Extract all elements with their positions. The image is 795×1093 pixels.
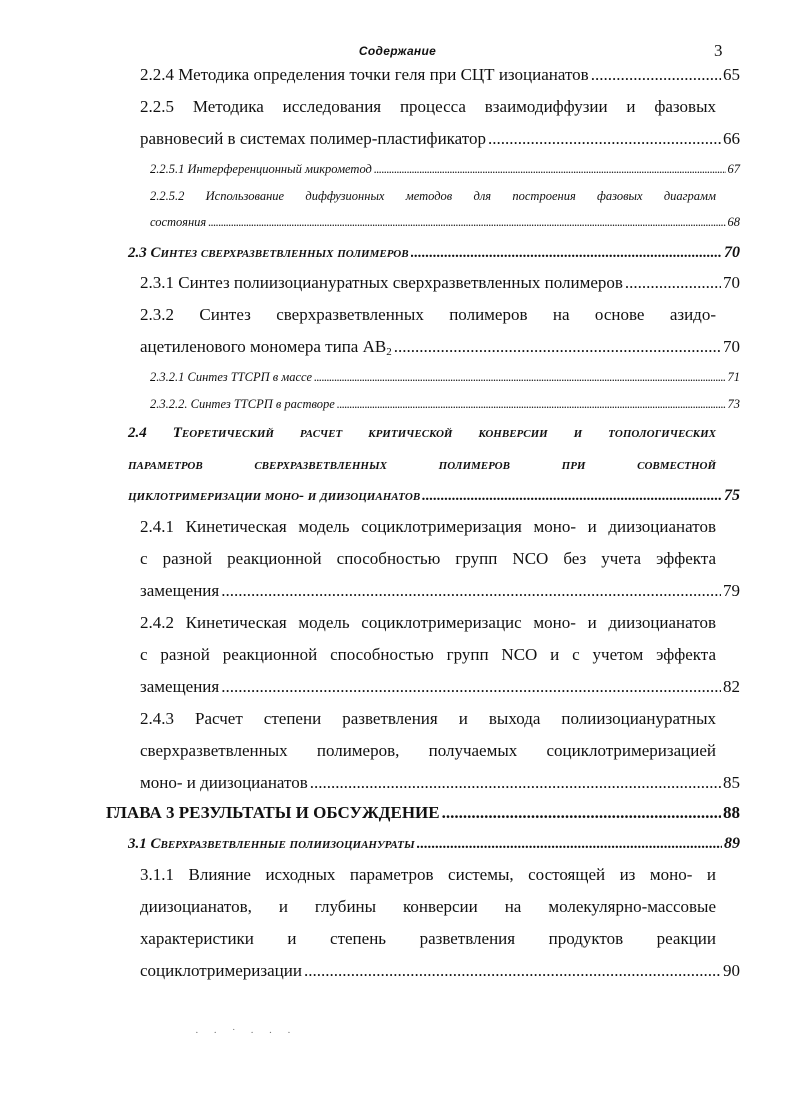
toc-entry-2-3-2-2[interactable]: [150, 394, 740, 414]
toc-entry-3-1-1-line3[interactable]: характеристики и степень разветвления продуктов реакции: [140, 929, 716, 948]
toc-entry-2-4-2-line2[interactable]: с разной реакционной способностью групп NCO и с учетом эффекта: [140, 645, 716, 664]
toc-entry-3-1-1[interactable]: [140, 958, 740, 984]
toc-entry-page: 89: [724, 835, 740, 852]
toc-entry-title: [140, 334, 392, 360]
toc-entry-title: социклотримеризации: [140, 961, 302, 980]
toc-entry-page: 79: [723, 581, 740, 600]
toc-entry-title: замещения: [140, 677, 220, 696]
toc-entry-title: моно- и диизоцианатов: [140, 773, 308, 792]
toc-entry-title: 2.3.2.1 Синтез ТТСРП в массе: [150, 370, 312, 384]
toc-entry-page: 82: [723, 677, 740, 696]
toc-entry-2-4-1[interactable]: [140, 578, 740, 604]
toc-entry-page: 70: [723, 273, 740, 292]
leader-dots: [625, 270, 721, 296]
leader-dots: [221, 674, 721, 700]
toc-entry-2-3-2[interactable]: [140, 334, 740, 360]
leader-dots: [314, 367, 726, 387]
leader-dots: [411, 240, 722, 266]
toc-entry-2-2-5-line1[interactable]: 2.2.5 Методика исследования процесса взаимодиффузии и фазовых: [140, 97, 716, 116]
leader-dots: [337, 394, 726, 414]
toc-entry-2-3-1[interactable]: [140, 270, 740, 296]
toc-entry-page: 85: [723, 773, 740, 792]
toc-entry-2-4-2[interactable]: [140, 674, 740, 700]
leader-dots: [304, 958, 721, 984]
toc-section-2-4[interactable]: [128, 483, 740, 509]
toc-entry-2-4-3[interactable]: [140, 770, 740, 796]
toc-entry-title: 2.3.1 Синтез полиизоциануратных сверхразветвленных полимеров: [140, 273, 623, 292]
toc-entry-page: 75: [724, 487, 740, 504]
toc-entry-page: 67: [727, 162, 740, 176]
toc-entry-2-3-2-1[interactable]: [150, 367, 740, 387]
toc-entry-page: 71: [727, 370, 740, 384]
leader-dots: [442, 800, 721, 826]
toc-entry-2-4-1-line2[interactable]: с разной реакционной способностью групп NCO без учета эффекта: [140, 549, 716, 568]
toc-entry-2-4-3-line1[interactable]: 2.4.3 Расчет степени разветвления и выхода полиизоциануратных: [140, 709, 716, 728]
leader-dots: [591, 62, 721, 88]
leader-dots: [422, 483, 722, 509]
leader-dots: [417, 831, 722, 857]
toc-entry-2-4-3-line2[interactable]: сверхразветвленных полимеров, получаемых социклотримеризацией: [140, 741, 716, 760]
toc-entry-2-4-1-line1[interactable]: 2.4.1 Кинетическая модель социклотримеризация моно- и диизоцианатов: [140, 517, 716, 536]
running-header-title: Содержание: [358, 44, 437, 58]
toc-entry-title: 2.2.4 Методика определения точки геля при СЦТ изоцианатов: [140, 65, 589, 84]
toc-entry-3-1-1-line2[interactable]: диизоцианатов, и глубины конверсии на молекулярно-массовые: [140, 897, 716, 916]
leader-dots: [374, 159, 726, 179]
toc-entry-page: 65: [723, 65, 740, 84]
leader-dots: [394, 334, 721, 360]
toc-entry-title: циклотримеризации моно- и диизоцианатов: [128, 488, 421, 504]
toc-entry-2-4-2-line1[interactable]: 2.4.2 Кинетическая модель социклотримеризацис моно- и диизоцианатов: [140, 613, 716, 632]
toc-entry-page: 70: [724, 244, 740, 261]
toc-entry-title: 2.3.2.2. Синтез ТТСРП в растворе: [150, 397, 335, 411]
toc-entry-page: 88: [723, 803, 740, 822]
toc-entry-3-1-1-line1[interactable]: 3.1.1 Влияние исходных параметров системы, состоящей из моно- и: [140, 865, 716, 884]
toc-entry-2-2-5-1[interactable]: [150, 159, 740, 179]
toc-entry-page: 73: [727, 397, 740, 411]
toc-entry-2-2-5[interactable]: [140, 126, 740, 152]
leader-dots: [208, 212, 725, 232]
toc-entry-title: замещения: [140, 581, 220, 600]
toc-entry-page: 66: [723, 129, 740, 148]
toc-entry-page: 68: [727, 215, 740, 229]
toc-entry-title: равновесий в системах полимер-пластификатор: [140, 129, 486, 148]
toc-section-2-4-line2[interactable]: параметров сверхразветвленных полимеров при совместной: [128, 457, 716, 473]
toc-entry-2-3-2-line1[interactable]: 2.3.2 Синтез сверхразветвленных полимеров на основе азидо-: [140, 305, 716, 324]
leader-dots: [488, 126, 721, 152]
toc-entry-2-2-5-2[interactable]: [150, 212, 740, 232]
toc-entry-2-2-5-2-line1[interactable]: 2.2.5.2 Использование диффузионных методов для построения фазовых диаграмм: [150, 189, 716, 203]
toc-entry-title-text: ацетиленового мономера типа АВ: [140, 337, 387, 356]
toc-entry-title: 2.2.5.1 Интерференционный микрометод: [150, 162, 372, 176]
toc-entry-page: 90: [723, 961, 740, 980]
toc-entry-2-2-4[interactable]: [140, 62, 740, 88]
leader-dots: [221, 578, 721, 604]
subscript: 2: [386, 346, 392, 358]
toc-entry-title: 2.3 Синтез сверхразветвленных полимеров: [128, 245, 409, 261]
toc-section-2-4-line1[interactable]: 2.4 Теоретический расчет критической конверсии и топологических: [128, 425, 716, 441]
toc-entry-title: ГЛАВА 3 РЕЗУЛЬТАТЫ И ОБСУЖДЕНИЕ: [106, 803, 440, 822]
toc-chapter-3[interactable]: [106, 800, 740, 826]
scan-noise-marks: · · ˙ · · ·: [195, 1027, 297, 1039]
toc-section-3-1[interactable]: [128, 831, 740, 857]
leader-dots: [310, 770, 721, 796]
toc-entry-title: 3.1 Сверхразветвленные полиизоцианураты: [128, 836, 415, 852]
toc-entry-page: 70: [723, 337, 740, 356]
toc-section-2-3[interactable]: [128, 240, 740, 266]
page-number: 3: [714, 41, 723, 60]
toc-entry-title: состояния: [150, 215, 207, 229]
